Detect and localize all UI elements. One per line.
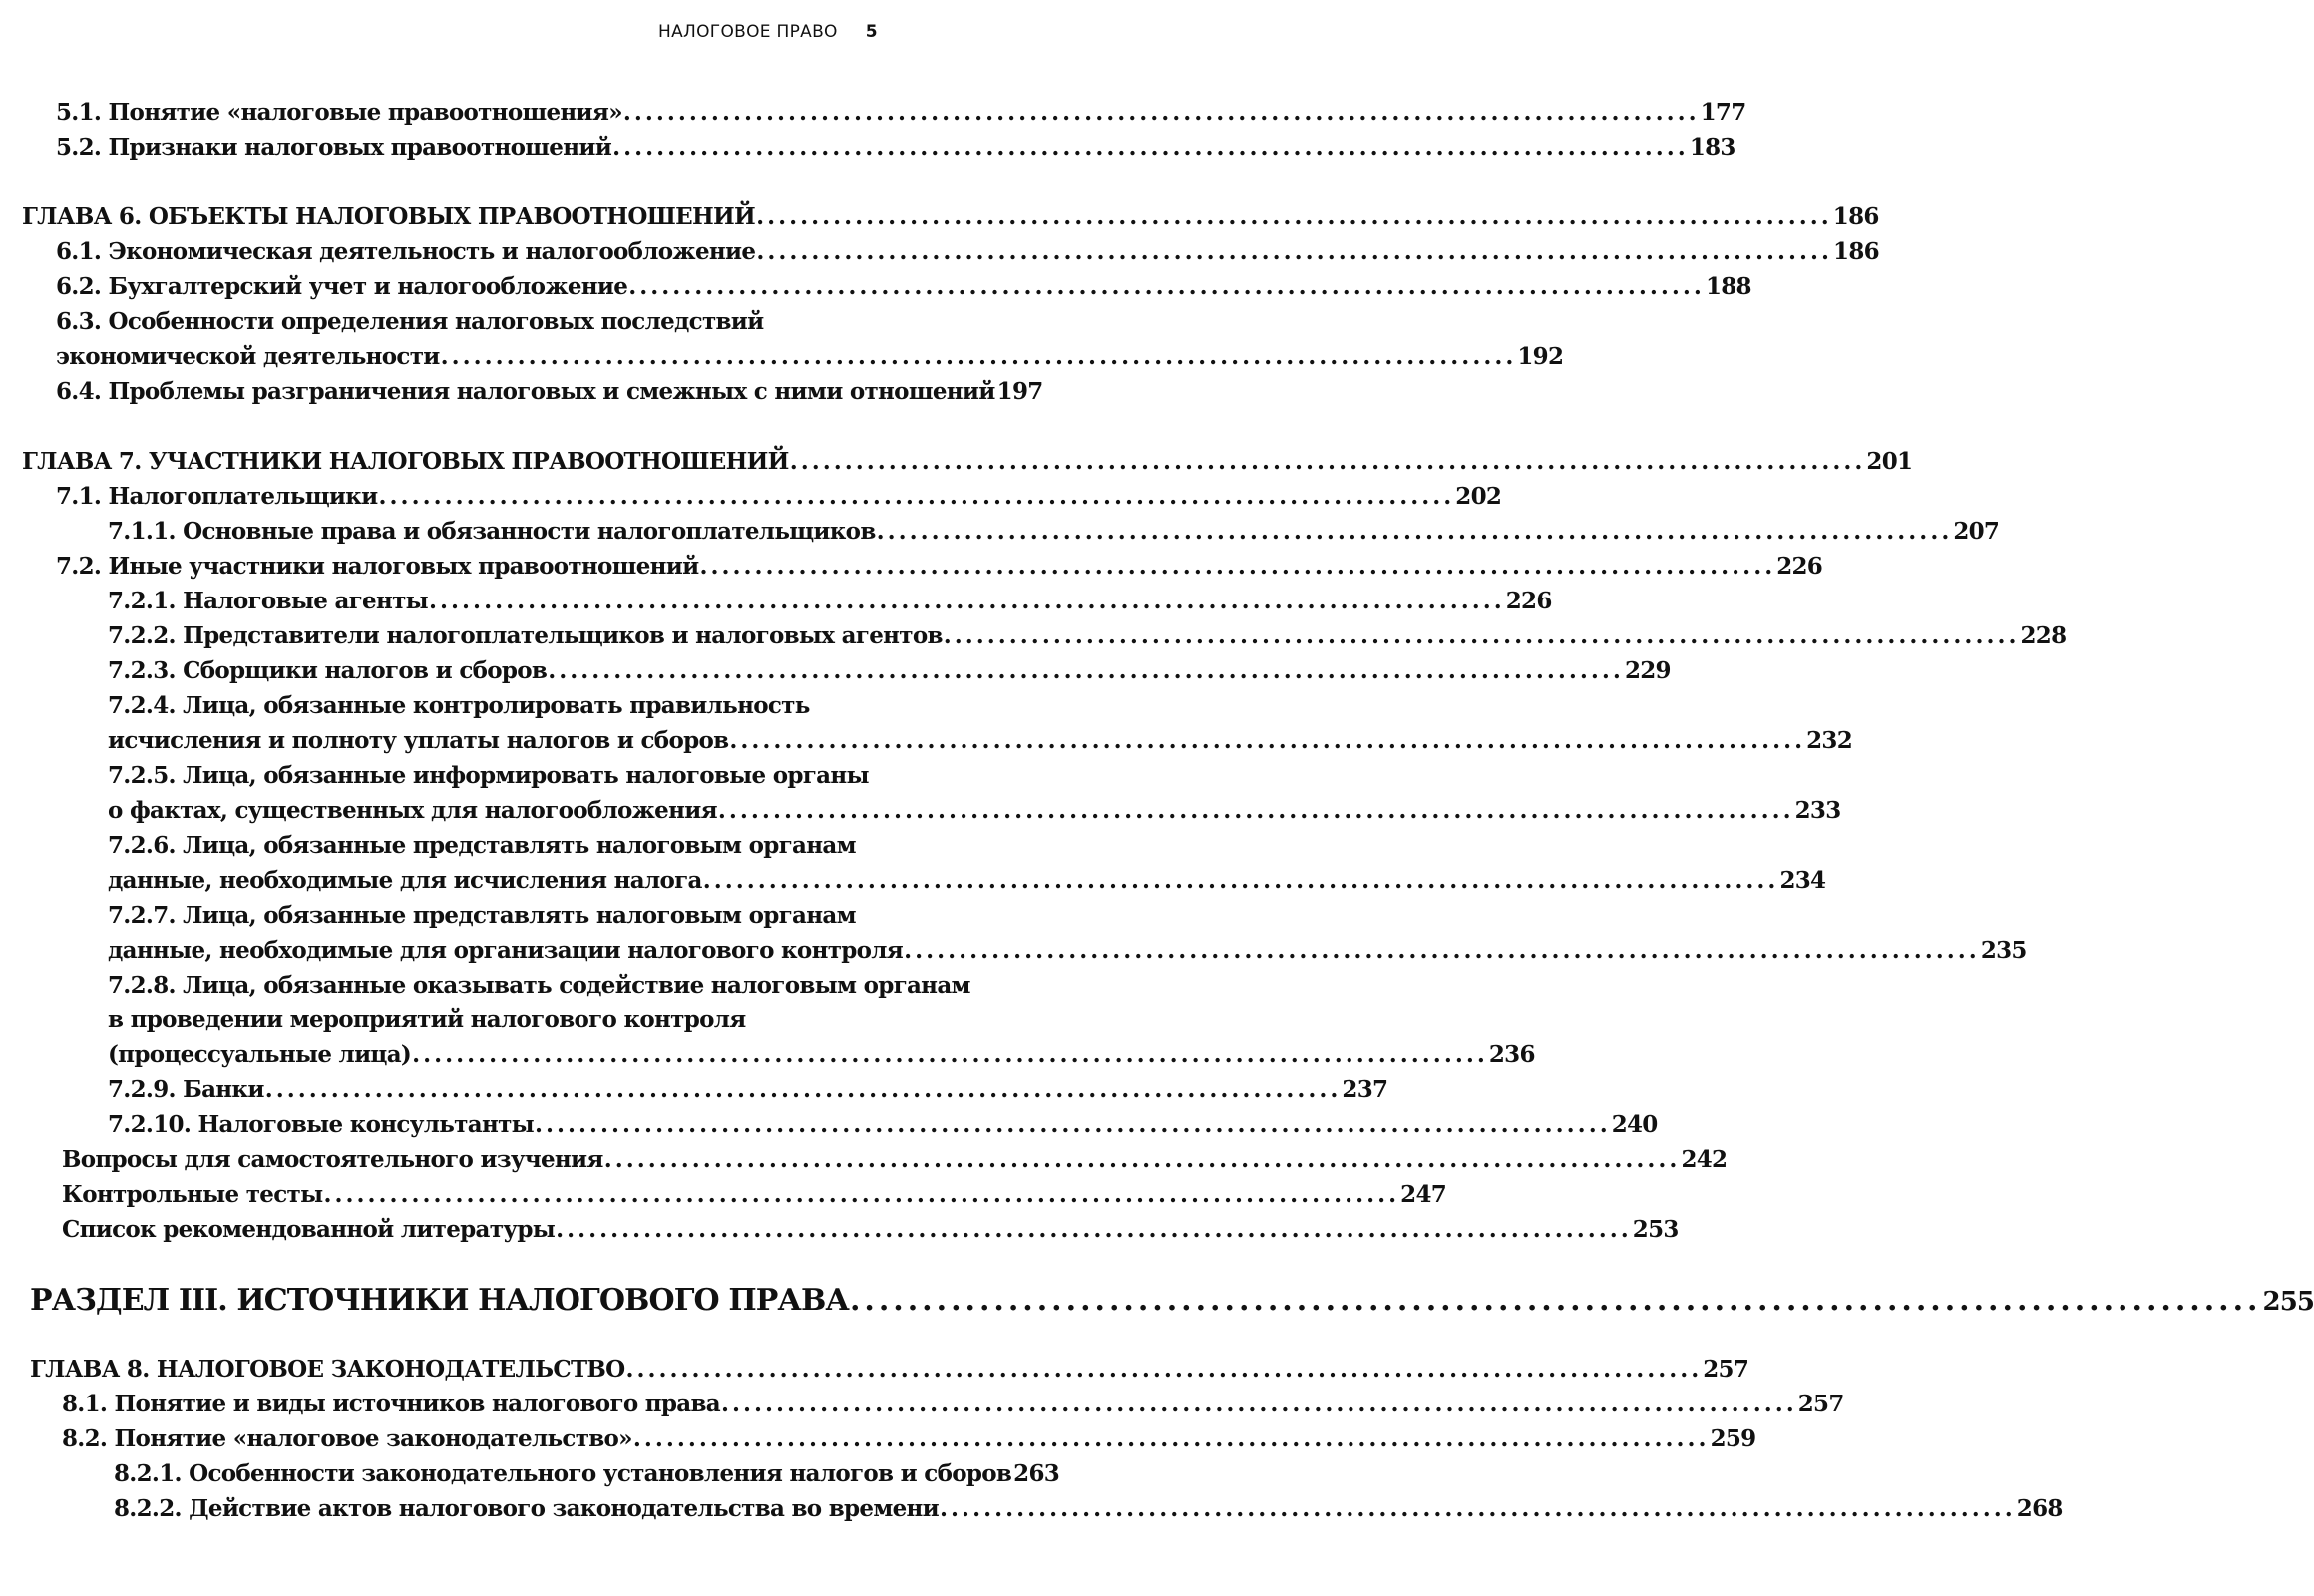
toc-entry: 7.2.5. Лица, обязанные информировать налоговые органы (108, 762, 869, 789)
toc-entry: 7.2.7. Лица, обязанные представлять налоговым органам (108, 902, 856, 929)
toc-entry: 7.1.1. Основные права и обязанности налогоплательщиков .................................................................................................. 207 (108, 518, 2000, 545)
toc-entry: Вопросы для самостоятельного изучения .................................................................................................. 242 (62, 1146, 1728, 1173)
toc-entry: 8.2.2. Действие актов налогового законодательства во времени .................................................................................................. 268 (114, 1495, 2063, 1522)
toc-part: РАЗДЕЛ III. ИСТОЧНИКИ НАЛОГОВОГО ПРАВА .................................................................................................. 255 (30, 1283, 2314, 1318)
toc-entry: 7.2.2. Представители налогоплательщиков и налоговых агентов .................................................................................................. 228 (108, 622, 2067, 649)
toc-entry: 7.2.4. Лица, обязанные контролировать правильность (108, 692, 810, 719)
toc-entry: 6.3. Особенности определения налоговых последствий (56, 308, 764, 335)
toc-entry: о фактах, существенных для налогообложения .................................................................................................. 233 (108, 797, 1841, 824)
toc-entry: 7.2.3. Сборщики налогов и сборов .................................................................................................. 229 (108, 657, 1671, 684)
toc-entry: данные, необходимые для организации налогового контроля .................................................................................................. 235 (108, 937, 2027, 964)
running-head (658, 22, 878, 42)
toc-entry: (процессуальные лица) .................................................................................................. 236 (108, 1041, 1535, 1068)
toc-entry: данные, необходимые для исчисления налога .................................................................................................. 234 (108, 867, 1826, 894)
toc-entry: 5.1. Понятие «налоговые правоотношения» .................................................................................................. 177 (56, 99, 1746, 126)
toc-chapter: ГЛАВА 6. ОБЪЕКТЫ НАЛОГОВЫХ ПРАВООТНОШЕНИЙ .................................................................................................. 186 (22, 203, 1879, 230)
toc-chapter: ГЛАВА 7. УЧАСТНИКИ НАЛОГОВЫХ ПРАВООТНОШЕНИЙ .................................................................................................. 201 (22, 448, 1913, 475)
toc-entry: экономической деятельности .................................................................................................. 192 (56, 343, 1564, 370)
toc-entry: в проведении мероприятий налогового контроля (108, 1006, 746, 1033)
toc-entry: 6.1. Экономическая деятельность и налогообложение .................................................................................................. 186 (56, 238, 1879, 265)
toc-chapter: ГЛАВА 8. НАЛОГОВОЕ ЗАКОНОДАТЕЛЬСТВО .................................................................................................. 257 (30, 1356, 1749, 1383)
toc-entry: 7.2.9. Банки .................................................................................................. 237 (108, 1076, 1388, 1103)
toc-entry: 7.2. Иные участники налоговых правоотношений .................................................................................................. 226 (56, 553, 1823, 580)
toc-entry: 7.2.1. Налоговые агенты .................................................................................................. 226 (108, 588, 1552, 614)
toc-entry: 8.1. Понятие и виды источников налогового права .................................................................................................. 257 (62, 1391, 1844, 1417)
toc-entry: 5.2. Признаки налоговых правоотношений .................................................................................................. 183 (56, 134, 1736, 161)
toc-entry: исчисления и полноту уплаты налогов и сборов .................................................................................................. 232 (108, 727, 1853, 754)
toc-entry: 7.2.10. Налоговые консультанты .................................................................................................. 240 (108, 1111, 1658, 1138)
toc-entry: 8.2. Понятие «налоговое законодательство» .................................................................................................. 259 (62, 1425, 1756, 1452)
page-number: 5 (865, 22, 878, 42)
toc-entry: Контрольные тесты .................................................................................................. 247 (62, 1181, 1447, 1208)
toc-entry: 7.1. Налогоплательщики .................................................................................................. 202 (56, 483, 1502, 510)
toc-entry: 6.4. Проблемы разграничения налоговых и смежных с ними отношений 197 (56, 378, 1043, 405)
running-head-title: НАЛОГОВОЕ ПРАВО (658, 22, 838, 42)
toc-entry: 7.2.6. Лица, обязанные представлять налоговым органам (108, 832, 856, 859)
toc-entry: Список рекомендованной литературы .................................................................................................. 253 (62, 1216, 1679, 1243)
toc-entry: 8.2.1. Особенности законодательного установления налогов и сборов 263 (114, 1460, 1060, 1487)
toc-entry: 7.2.8. Лица, обязанные оказывать содействие налоговым органам (108, 972, 970, 998)
toc-entry: 6.2. Бухгалтерский учет и налогообложение .................................................................................................. 188 (56, 273, 1751, 300)
